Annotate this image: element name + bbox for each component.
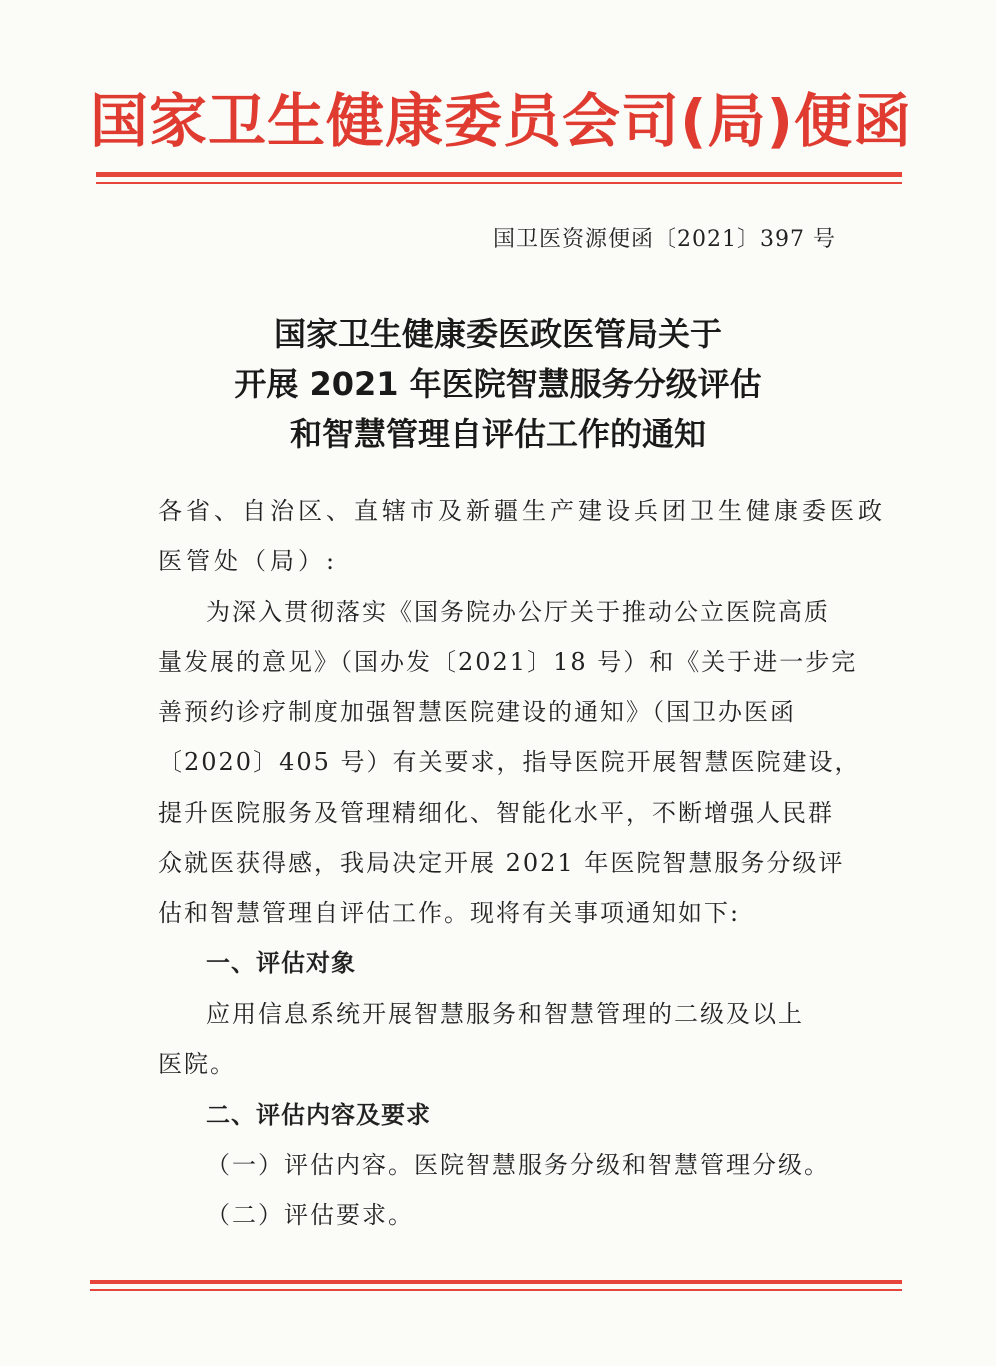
document-number: 国卫医资源便函〔2021〕397 号 [493, 227, 836, 252]
paragraph-1-line-3: 善预约诊疗制度加强智慧医院建设的通知》（国卫办医函 [158, 698, 796, 726]
section-1-line-2: 医院。 [158, 1050, 236, 1078]
section-2-item-1: （一）评估内容。医院智慧服务分级和智慧管理分级。 [206, 1151, 830, 1179]
section-1-heading: 一、评估对象 [206, 949, 356, 977]
title-line-1: 国家卫生健康委医政医管局关于 [273, 315, 722, 353]
paragraph-1-line-4: 〔2020〕405 号）有关要求，指导医院开展智慧医院建设， [158, 748, 861, 776]
footer-rule-thin [90, 1289, 902, 1291]
paragraph-1-line-7: 估和智慧管理自评估工作。现将有关事项通知如下: [158, 899, 741, 927]
section-2-item-2: （二）评估要求。 [206, 1201, 414, 1229]
paragraph-1-line-1: 为深入贯彻落实《国务院办公厅关于推动公立医院高质 [206, 598, 830, 626]
section-1-line-1: 应用信息系统开展智慧服务和智慧管理的二级及以上 [206, 1000, 804, 1028]
paragraph-1-line-6: 众就医获得感，我局决定开展 2021 年医院智慧服务分级评 [158, 849, 845, 877]
letterhead-rule-thin [96, 182, 902, 184]
paragraph-1-line-2: 量发展的意见》（国办发〔2021〕18 号）和《关于进一步完 [158, 648, 858, 676]
footer-rule-thick [90, 1280, 902, 1284]
addressee-line-1: 各省、自治区、直辖市及新疆生产建设兵团卫生健康委医政 [158, 497, 886, 525]
section-2-heading: 二、评估内容及要求 [206, 1101, 431, 1129]
letterhead-rule-thick [96, 172, 902, 177]
addressee-line-2: 医管处（局）: [158, 547, 339, 575]
paragraph-1-line-5: 提升医院服务及管理精细化、智能化水平，不断增强人民群 [158, 799, 834, 827]
letterhead-title: 国家卫生健康委员会司(局)便函 [90, 87, 913, 155]
title-line-3: 和智慧管理自评估工作的通知 [289, 415, 706, 453]
title-line-2: 开展 2021 年医院智慧服务分级评估 [234, 365, 762, 403]
